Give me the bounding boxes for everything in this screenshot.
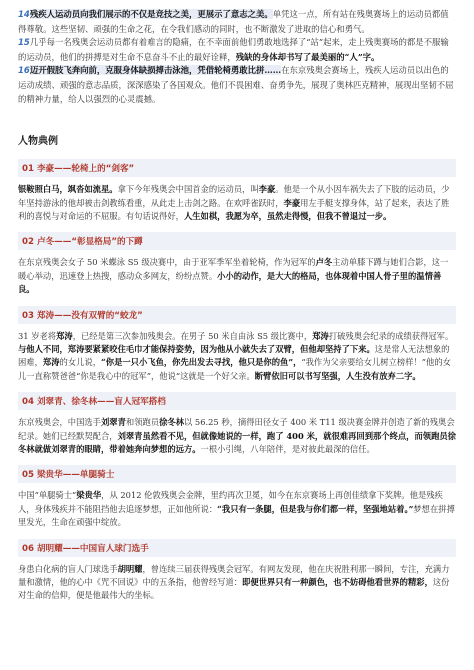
- body-text: 和领跑员: [125, 417, 160, 428]
- paragraph-number: 16: [18, 66, 30, 77]
- body-text: 拿下今年残奥会中国首金的运动员，叫: [117, 184, 259, 195]
- body-text: ，已经是第三次参加残奥会。在男子 50 米自由泳 S5 级比赛中，: [72, 330, 313, 341]
- body-text: 东京残奥会，中国选手: [18, 417, 101, 428]
- case-body-liang-guihua: [18, 489, 456, 529]
- bold-text: 银鞍照白马，飒沓如流星。: [18, 184, 118, 195]
- case-title-li-hao: 01 李豪——轮椅上的“剑客”: [18, 159, 456, 177]
- body-text: 在东京残奥会女子 50 米蝶泳 S5 级决赛中，由于亚军季军坐着轮椅，作为冠军的: [18, 257, 316, 268]
- bold-sentence: 人生如棋，我愿为卒，虽然走得慢，但我不曾退过一步。: [183, 210, 392, 221]
- person-name: 李豪: [283, 197, 301, 208]
- person-name: 郑涛: [56, 330, 73, 341]
- paragraph-text: 在东京残奥会赛场上，残疾人运动员以出色的运动成绩、顽强的意志品质，深深感染了各国观众。他们不畏困难、奋勇争先，展现了奥林匹克精神，展现出坚韧不屈的精神力量，给人以强烈的心灵震撼。: [18, 65, 454, 104]
- case-body-liu-cuiqing: [18, 416, 456, 456]
- bold-sentence: 残缺的身体却书写了最美丽的“人”字。: [235, 51, 380, 62]
- body-text: 这是常人无法想象的困难，: [18, 344, 450, 368]
- person-name: 郑涛: [312, 330, 329, 341]
- paragraph-text: 单凭这一点，所有站在残奥赛场上的运动员都值得尊敬。这些坚韧、顽强的生命之花，在令我们感动的同时，也不断激发了进取的信心和勇气。: [18, 9, 449, 34]
- case-title-liang-guihua: 05 梁贵华——单腿骑士: [18, 465, 456, 483]
- section-title: 人物典例: [18, 136, 58, 148]
- bold-sentence: 即便世界只有一种颜色，也不妨碍他看世界的精彩，: [242, 577, 433, 588]
- body-text: 一根小引绳，八年陪伴，是对彼此最深的信任。: [200, 444, 375, 455]
- person-name: 徐冬林: [159, 417, 184, 428]
- person-name: 胡明耀: [117, 563, 143, 574]
- bold-sentence: “我只有一条腿，但是我与你们都一样，坚强地站着。”: [217, 503, 414, 514]
- case-title-hu-mingyao: 06 胡明耀——中国盲人球门选手: [18, 539, 456, 557]
- case-body-li-hao: [18, 183, 456, 223]
- highlighted-sentence: 残疾人运动员向我们展示的不仅是竞技之美，更展示了意志之美。: [29, 9, 273, 19]
- bold-sentence: “你是一只小飞鱼，你先出发去寻找，他只是你的鱼”，: [101, 357, 302, 368]
- body-text: ，曾连续三届获得残奥会冠军。有网友发现，他在庆祝胜利那一瞬间，专注，充满力量和激情，他的心中《咒不回说》中的五条指，他曾经写道：: [18, 563, 450, 588]
- body-text: 身患白化病的盲人门球选手: [18, 563, 118, 574]
- paragraph-number: 14: [18, 10, 30, 20]
- bold-sentence: 断臂依旧可以书写坚强，人生没有放弃二字。: [254, 370, 421, 381]
- spacer: [18, 106, 456, 132]
- case-title-zheng-tao: 03 郑涛——没有双臂的“蛟龙”: [18, 306, 456, 324]
- highlighted-sentence: 迈开假肢飞奔向前，克服身体缺损搏击泳池，凭借轮椅勇敢比拼……: [29, 65, 282, 76]
- body-text: 梦想在拼搏里发光，生命在顽强中绽放。: [18, 503, 455, 528]
- bold-sentence: 刘翠青虽然看不见，但就像她说的一样，跑了 400 米，就很难再回到那个终点，: [117, 430, 415, 441]
- bold-sentence: 小小的动作，是大大的格局，也体现着中国人骨子里的温情善良。: [18, 270, 442, 295]
- body-text: 。他是一个从小因车祸失去了下肢的运动员，少年坚持游泳的他却被击剑教练看重，从此走上击剑之路。在欢呼雀跃时，: [18, 184, 450, 208]
- person-name: 李豪: [258, 184, 276, 195]
- bold-sentence: 与他人不同，郑涛要紧紧咬住毛巾才能保持姿势，因为他从小就失去了双臂，但他却坚持了下来。: [18, 344, 375, 354]
- body-text: 的女儿说，: [59, 357, 102, 368]
- case-title-liu-cuiqing: 04 刘翠青、徐冬林——盲人冠军搭档: [18, 392, 456, 410]
- body-text: 以 56.25 秒，摘得田径女子 400 米 T11 级决赛金牌并创造了新的残奥会纪录。她们已经默契配合，: [18, 417, 455, 441]
- person-name: 刘翠青: [100, 417, 126, 428]
- intro-paragraph-16: [18, 64, 456, 106]
- intro-paragraph-15: [18, 36, 456, 64]
- case-body-zheng-tao: [18, 330, 456, 384]
- body-text: 中国“单腿骑士”: [18, 490, 77, 501]
- body-text: 打破残奥会纪录的成绩获得冠军。: [328, 330, 454, 341]
- body-text: ，从 2012 伦敦残奥会金牌，里约再次卫冕，如今在东京赛场上再创佳绩拿下奖牌。他是残疾人，身体残疾并不能阻挡他去追逐梦想，正如他所说：: [18, 490, 443, 514]
- person-name: 卢冬: [315, 257, 333, 268]
- person-name: 郑涛: [42, 357, 60, 368]
- body-text: 主动单膝下蹲与她们合影，这一暖心举动，迅速登上热搜，感动众多网友，纷纷点赞。: [18, 257, 449, 281]
- body-text: 31 岁老将: [18, 330, 57, 341]
- person-name: 梁贵华: [76, 490, 102, 501]
- case-body-hu-mingyao: [18, 563, 456, 603]
- body-text: “我作为父亲要给女儿树立榜样！”他的女儿一直称赞爸爸“你是我心中的冠军”，他说“这就是一个好父亲。: [18, 357, 451, 381]
- case-title-lu-dong: 02 卢冬——“彰显格局”的下蹲: [18, 232, 456, 250]
- body-text: 用左手艇支撑身体，站了起来，表达了胜利的喜悦与对命运的不屈服。有句话说得好，: [18, 197, 450, 221]
- bold-sentence: 而领跑员徐冬林就做刘翠青的眼睛，带着她奔向梦想的远方。: [18, 430, 456, 455]
- intro-paragraph-14: [18, 8, 456, 36]
- body-text: 这份对生命的信仰，便是他最伟大的坐标。: [18, 577, 450, 601]
- paragraph-number: 15: [18, 38, 30, 49]
- paragraph-text: 几乎每一名残奥会运动员都有着难言的隐痛，在不幸面前他们勇敢地选择了“站”起来，走上残奥赛场的都是不服输的运动员，他们的拼搏是对生命不息奋斗不止的最好诠释，: [18, 37, 449, 62]
- case-body-lu-dong: [18, 256, 456, 296]
- document-page: [18, 8, 456, 612]
